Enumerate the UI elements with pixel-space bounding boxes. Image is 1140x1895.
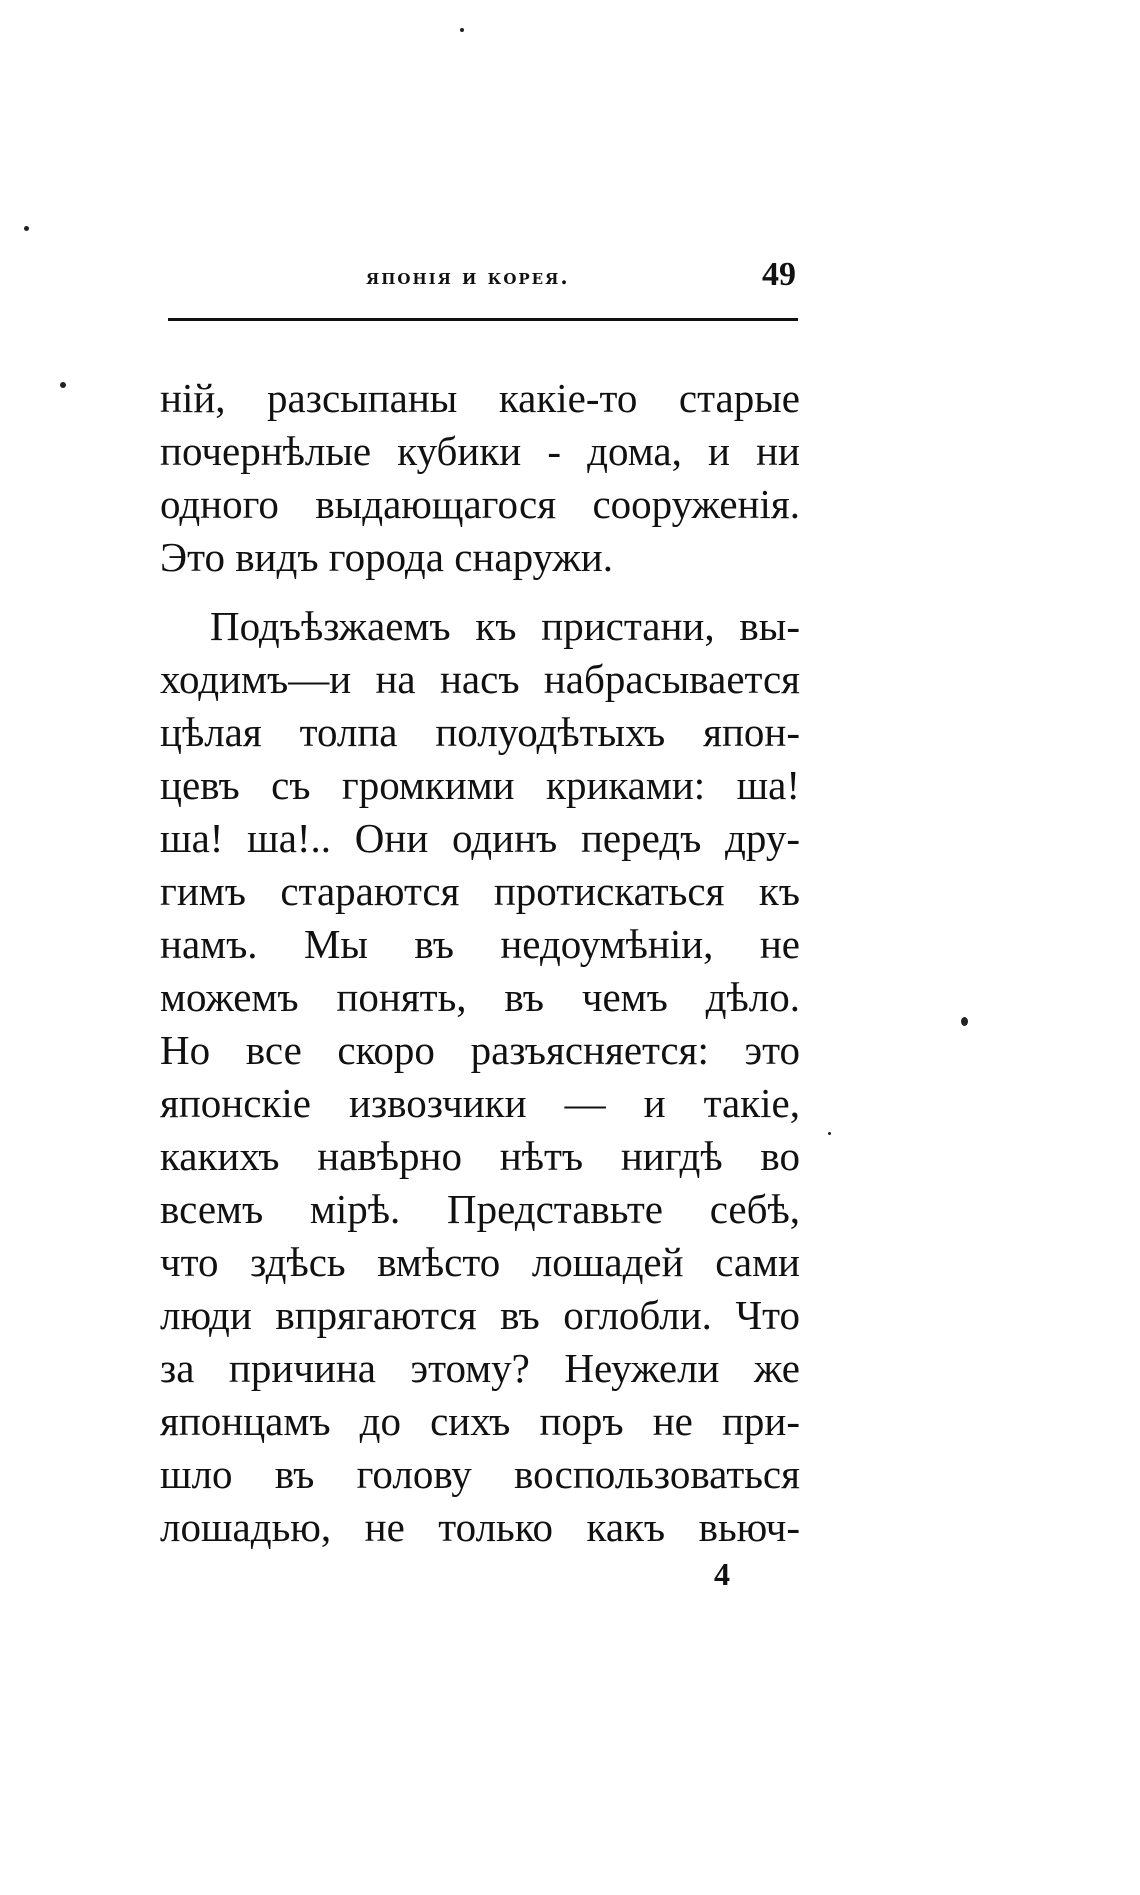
text-line: Подъѣзжаемъ къ пристани, вы- bbox=[210, 603, 800, 649]
text-line: Это видъ города снаружи. bbox=[160, 534, 614, 580]
text-line: одного выдающагося сооруженія. bbox=[160, 481, 800, 527]
text-line: за причина этому? Неужели же bbox=[160, 1345, 800, 1391]
text-line: лошадью, не только какъ вьюч- bbox=[160, 1504, 800, 1550]
text-line: намъ. Мы въ недоумѣніи, не bbox=[160, 921, 800, 967]
text-line: шло въ голову воспользоваться bbox=[160, 1451, 800, 1497]
text-line: всемъ мірѣ. Представьте себѣ, bbox=[160, 1186, 800, 1232]
text-line: ній, разсыпаны какіе-то старые bbox=[160, 375, 800, 421]
body-text bbox=[160, 372, 800, 1554]
text-line: что здѣсь вмѣсто лошадей сами bbox=[160, 1239, 800, 1285]
text-line: цѣлая толпа полуодѣтыхъ япон- bbox=[160, 709, 800, 755]
page-header bbox=[168, 258, 796, 298]
text-line: ша! ша!.. Они одинъ передъ дру- bbox=[160, 815, 800, 861]
text-line: гимъ стараются протискаться къ bbox=[160, 868, 800, 914]
text-line: какихъ навѣрно нѣтъ нигдѣ во bbox=[160, 1133, 800, 1179]
text-line: почернѣлые кубики - дома, и ни bbox=[160, 428, 800, 474]
header-rule bbox=[168, 318, 798, 321]
text-line: ходимъ—и на насъ набрасывается bbox=[160, 656, 800, 702]
text-line: цевъ съ громкими криками: ша! bbox=[160, 762, 800, 808]
print-speck bbox=[828, 1132, 831, 1135]
text-line: Но все скоро разъясняется: это bbox=[160, 1027, 800, 1073]
text-line: японцамъ до сихъ поръ не при- bbox=[160, 1398, 800, 1444]
running-title: японія и корея. bbox=[366, 264, 570, 289]
paragraph-gap bbox=[160, 584, 800, 600]
text-line: можемъ понять, въ чемъ дѣло. bbox=[160, 974, 800, 1020]
paragraph bbox=[160, 600, 800, 1554]
print-speck bbox=[961, 1017, 968, 1026]
print-speck bbox=[60, 382, 66, 388]
paragraph bbox=[160, 372, 800, 584]
text-line: японскіе извозчики — и такіе, bbox=[160, 1080, 800, 1126]
print-speck bbox=[24, 226, 29, 231]
page-number: 49 bbox=[762, 256, 796, 293]
signature-mark: 4 bbox=[714, 1556, 730, 1592]
text-line: люди впрягаются въ оглобли. Что bbox=[160, 1292, 800, 1338]
print-speck bbox=[460, 28, 464, 32]
